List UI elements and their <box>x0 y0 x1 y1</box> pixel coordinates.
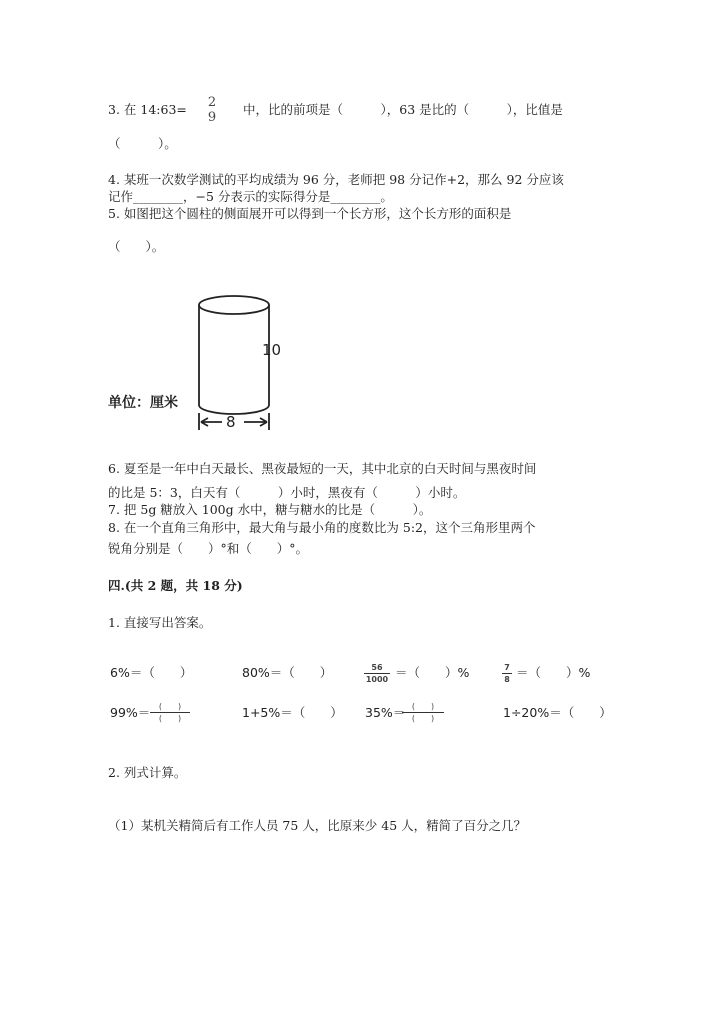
q4-line1: 4. 某班一次数学测试的平均成绩为 96 分，老师把 98 分记作+2，那么 92 分应该 <box>108 172 564 187</box>
q6-line1: 6. 夏至是一年中白天最长、黑夜最短的一天，其中北京的白天时间与黑夜时间 <box>108 461 537 476</box>
q3-fraction <box>205 95 219 125</box>
width-label: 8 <box>226 413 236 431</box>
calc-r2c4: 1÷20%＝（ ） <box>503 705 612 720</box>
q3-line2: （ ）。 <box>108 136 177 151</box>
calc-r2c2: 1+5%＝（ ） <box>242 705 343 720</box>
calc-r1c4-den: 8 <box>504 675 510 684</box>
calc-r1c4-num: 7 <box>502 662 512 674</box>
calc-r2c3-den: ( ) <box>411 714 435 723</box>
calc-r1c1: 6%＝（ ） <box>110 665 193 680</box>
calc-r1c3-rest: ＝（ ）% <box>395 665 470 680</box>
calc-r2c1-fraction <box>150 701 190 724</box>
cylinder-figure <box>100 285 290 435</box>
q8-line1: 8. 在一个直角三角形中，最大角与最小角的度数比为 5:2，这个三角形里两个 <box>108 520 536 535</box>
q8-line2: 锐角分别是（ ）°和（ ）°。 <box>108 541 309 556</box>
calc-r2c3-fraction <box>402 701 444 724</box>
calc-r1c2: 80%＝（ ） <box>242 665 333 680</box>
calc-r1c4-rest: ＝（ ）% <box>516 665 591 680</box>
calc-r1c3-num: 56 <box>364 662 390 674</box>
q5-line1: 5. 如图把这个圆柱的侧面展开可以得到一个长方形，这个长方形的面积是 <box>108 206 512 221</box>
section-p1: 1. 直接写出答案。 <box>108 615 212 630</box>
calc-r2c1: 99%＝ <box>110 705 151 720</box>
q3-prefix: 3. 在 14:63= <box>108 102 187 117</box>
section-p2-1: （1）某机关精简后有工作人员 75 人，比原来少 45 人，精简了百分之几？ <box>108 818 527 833</box>
height-label: 10 <box>262 341 282 359</box>
calc-r2c1-num: ( ) <box>150 701 190 713</box>
calc-r1c4-fraction <box>502 662 512 685</box>
calc-r2c1-den: ( ) <box>158 714 182 723</box>
calc-r1c3-den: 1000 <box>365 675 389 684</box>
section-p2: 2. 列式计算。 <box>108 765 187 780</box>
q3-fraction-den: 9 <box>207 110 217 125</box>
section-heading: 四.(共 2 题，共 18 分) <box>108 578 243 593</box>
calc-r2c3: 35%＝ <box>365 705 406 720</box>
calc-r2c3-num: ( ) <box>402 701 444 713</box>
q3-suffix: 中，比的前项是（ ），63 是比的（ ），比值是 <box>243 102 563 117</box>
q5-line2: （ ）。 <box>108 239 165 254</box>
q6-line2: 的比是 5：3，白天有（ ）小时，黑夜有（ ）小时。 <box>108 485 466 500</box>
q4-line2: 记作________，−5 分表示的实际得分是________。 <box>108 189 393 204</box>
calc-r1c3-fraction <box>364 662 390 685</box>
unit-label: 单位：厘米 <box>108 395 178 411</box>
q3-fraction-num: 2 <box>207 95 217 110</box>
q7: 7. 把 5g 糖放入 100g 水中，糖与糖水的比是（ ）。 <box>108 502 432 517</box>
